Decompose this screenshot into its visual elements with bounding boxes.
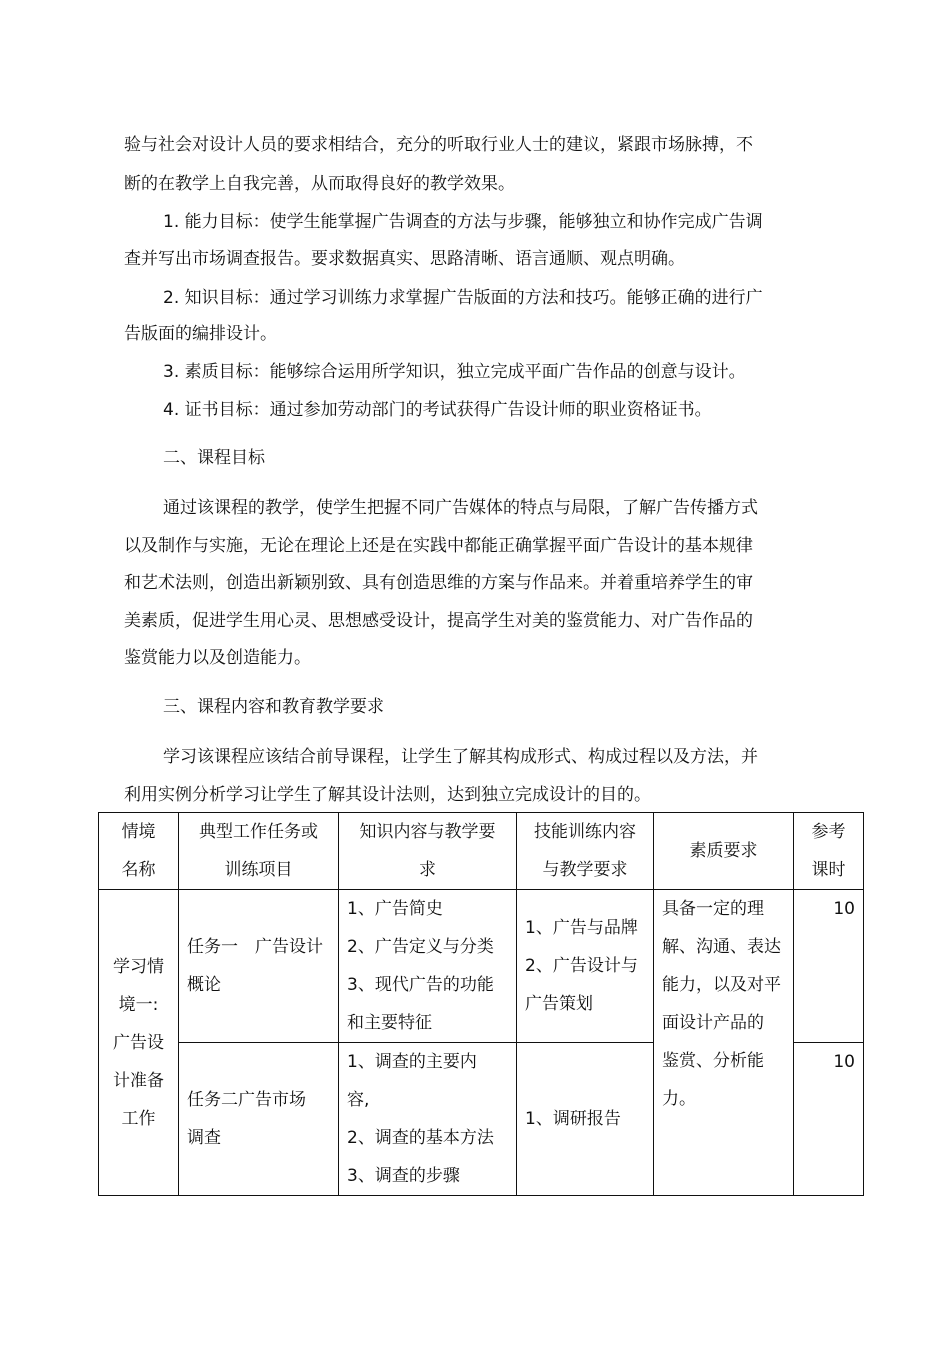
hours-cell: 10 <box>794 890 864 1043</box>
header-task <box>179 813 339 890</box>
goal-certificate: 4. 证书目标：通过参加劳动部门的考试获得广告设计师的职业资格证书。 <box>163 400 712 420</box>
situation-text: 境一: <box>118 994 159 1015</box>
header-text: 知识内容与教学要 <box>359 822 496 842</box>
header-text: 技能训练内容 <box>534 822 636 842</box>
quality-text: 面设计产品的 <box>662 1013 764 1033</box>
header-hours <box>794 813 864 890</box>
section-2-line-4: 美素质，促进学生用心灵、思想感受设计，提高学生对美的鉴赏能力、对广告作品的 <box>124 611 753 631</box>
situation-text: 工作 <box>121 1108 156 1129</box>
skills-text: 1、调研报告 <box>525 1109 621 1129</box>
skills-cell <box>517 1043 654 1196</box>
task-cell <box>179 890 339 1043</box>
quality-text: 具备一定的理 <box>662 899 764 919</box>
section-3-line-2: 利用实例分析学习让学生了解其设计法则，达到独立完成设计的目的。 <box>124 785 651 805</box>
task-text: 调查 <box>187 1128 221 1148</box>
situation-text: 学习情 <box>113 956 164 977</box>
section-3-heading: 三、课程内容和教育教学要求 <box>163 697 384 717</box>
intro-line-2: 断的在教学上自我完善，从而取得良好的教学效果。 <box>124 174 515 194</box>
knowledge-cell <box>339 890 517 1043</box>
knowledge-text: 容, <box>347 1090 370 1110</box>
table-row <box>99 890 864 1043</box>
skills-text: 广告策划 <box>525 994 593 1014</box>
knowledge-text: 3、现代广告的功能 <box>347 975 494 995</box>
quality-text: 力。 <box>662 1089 696 1109</box>
goal-ability-line-2: 查并写出市场调查报告。要求数据真实、思路清晰、语言通顺、观点明确。 <box>124 249 685 269</box>
hours-cell: 10 <box>794 1043 864 1196</box>
quality-text: 能力，以及对平 <box>662 975 781 995</box>
knowledge-text: 和主要特征 <box>347 1013 432 1033</box>
situation-cell <box>99 890 179 1196</box>
knowledge-text: 1、调查的主要内 <box>347 1052 477 1072</box>
situation-text: 计准备 <box>113 1070 164 1091</box>
header-text: 与教学要求 <box>542 860 628 880</box>
situation-text: 广告设 <box>113 1032 164 1053</box>
section-2-line-3: 和艺术法则，创造出新颖别致、具有创造思维的方案与作品来。并着重培养学生的审 <box>124 573 753 593</box>
section-2-heading: 二、课程目标 <box>163 448 265 468</box>
goal-ability-line-1: 1. 能力目标：使学生能掌握广告调查的方法与步骤，能够独立和协作完成广告调 <box>163 212 763 232</box>
header-text: 求 <box>419 860 436 880</box>
quality-cell <box>654 890 794 1196</box>
header-situation <box>99 813 179 890</box>
task-text: 任务一 广告设计 <box>187 937 323 957</box>
header-text: 情境 <box>121 822 156 842</box>
header-skills <box>517 813 654 890</box>
goal-quality: 3. 素质目标：能够综合运用所学知识，独立完成平面广告作品的创意与设计。 <box>163 362 746 382</box>
skills-cell <box>517 890 654 1043</box>
section-2-line-2: 以及制作与实施，无论在理论上还是在实践中都能正确掌握平面广告设计的基本规律 <box>124 536 753 556</box>
section-2-line-5: 鉴赏能力以及创造能力。 <box>124 648 311 668</box>
intro-line-1: 验与社会对设计人员的要求相结合，充分的听取行业人士的建议，紧跟市场脉搏，不 <box>124 135 753 155</box>
task-cell <box>179 1043 339 1196</box>
knowledge-text: 1、广告简史 <box>347 899 443 919</box>
course-content-table <box>98 812 864 1196</box>
header-text: 课时 <box>811 860 846 880</box>
header-text: 训练项目 <box>224 860 293 880</box>
knowledge-text: 2、调查的基本方法 <box>347 1128 494 1148</box>
task-text: 任务二广告市场 <box>187 1090 306 1110</box>
knowledge-text: 2、广告定义与分类 <box>347 937 494 957</box>
table-header-row <box>99 813 864 890</box>
header-quality: 素质要求 <box>654 813 794 890</box>
quality-text: 鉴赏、分析能 <box>662 1051 764 1071</box>
quality-text: 解、沟通、表达 <box>662 937 781 957</box>
section-2-line-1: 通过该课程的教学，使学生把握不同广告媒体的特点与局限，了解广告传播方式 <box>163 498 758 518</box>
header-knowledge <box>339 813 517 890</box>
task-text: 概论 <box>187 975 221 995</box>
header-text: 名称 <box>121 860 156 880</box>
skills-text: 2、广告设计与 <box>525 956 638 976</box>
header-text: 参考 <box>811 822 846 842</box>
section-3-line-1: 学习该课程应该结合前导课程，让学生了解其构成形式、构成过程以及方法，并 <box>163 747 758 767</box>
skills-text: 1、广告与品牌 <box>525 918 638 938</box>
goal-knowledge-line-1: 2. 知识目标：通过学习训练力求掌握广告版面的方法和技巧。能够正确的进行广 <box>163 288 763 308</box>
goal-knowledge-line-2: 告版面的编排设计。 <box>124 324 277 344</box>
header-text: 典型工作任务或 <box>199 822 318 842</box>
knowledge-text: 3、调查的步骤 <box>347 1166 460 1186</box>
knowledge-cell <box>339 1043 517 1196</box>
